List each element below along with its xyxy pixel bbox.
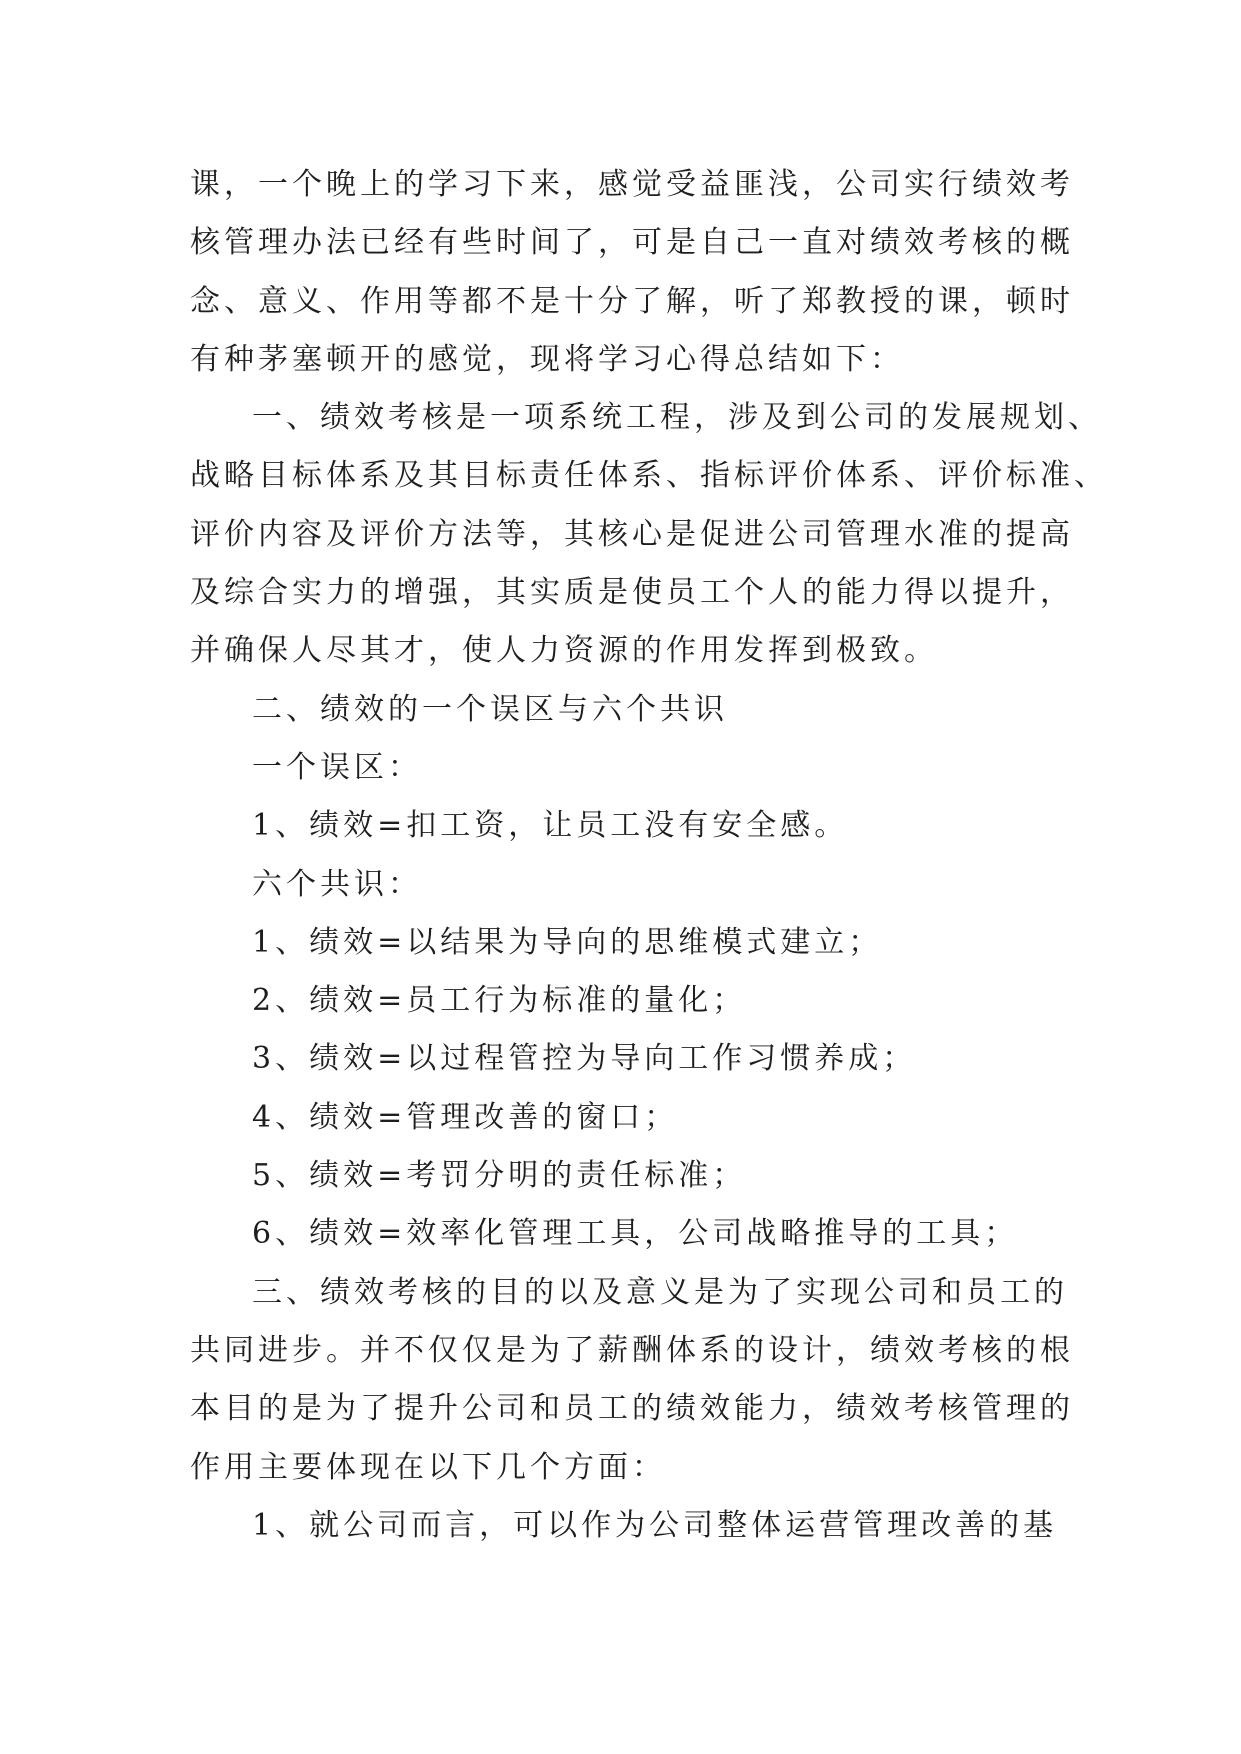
text-line: 二、绩效的一个误区与六个共识 <box>252 691 728 727</box>
text-line: 一、绩效考核是一项系统工程，涉及到公司的发展规划、 <box>252 400 1102 436</box>
text-line: 6、绩效=效率化管理工具，公司战略推导的工具； <box>252 1216 1019 1252</box>
text-line: 评价内容及评价方法等，其核心是促进公司管理水准的提高 <box>190 516 1074 552</box>
document-body <box>190 156 1108 1555</box>
text-line: 4、绩效=管理改善的窗口； <box>252 1099 679 1135</box>
text-line: 并确保人尽其才，使人力资源的作用发挥到极致。 <box>190 633 938 669</box>
text-line: 核管理办法已经有些时间了，可是自己一直对绩效考核的概 <box>190 225 1074 261</box>
text-line: 共同进步。并不仅仅是为了薪酬体系的设计，绩效考核的根 <box>190 1332 1074 1368</box>
text-line: 三、绩效考核的目的以及意义是为了实现公司和员工的 <box>252 1274 1068 1310</box>
text-line: 作用主要体现在以下几个方面： <box>190 1449 666 1485</box>
text-line: 课，一个晚上的学习下来，感觉受益匪浅，公司实行绩效考 <box>190 167 1074 202</box>
text-line: 六个共识： <box>252 866 422 902</box>
text-line: 1、绩效=以结果为导向的思维模式建立； <box>252 924 883 960</box>
text-line: 本目的是为了提升公司和员工的绩效能力，绩效考核管理的 <box>190 1391 1074 1427</box>
text-line: 5、绩效=考罚分明的责任标准； <box>252 1158 747 1194</box>
text-line: 及综合实力的增强，其实质是使员工个人的能力得以提升， <box>190 575 1074 611</box>
text-line: 1、绩效=扣工资，让员工没有安全感。 <box>252 808 849 844</box>
text-line: 有种茅塞顿开的感觉，现将学习心得总结如下： <box>190 341 904 377</box>
text-line: 3、绩效=以过程管控为导向工作习惯养成； <box>252 1041 917 1077</box>
text-line: 战略目标体系及其目标责任体系、指标评价体系、评价标准、 <box>190 458 1108 494</box>
text-line: 2、绩效=员工行为标准的量化； <box>252 983 747 1019</box>
text-line: 一个误区： <box>252 749 422 785</box>
text-line: 念、意义、作用等都不是十分了解，听了郑教授的课，顿时 <box>190 283 1074 319</box>
text-line: 1、就公司而言，可以作为公司整体运营管理改善的基 <box>252 1507 1058 1543</box>
